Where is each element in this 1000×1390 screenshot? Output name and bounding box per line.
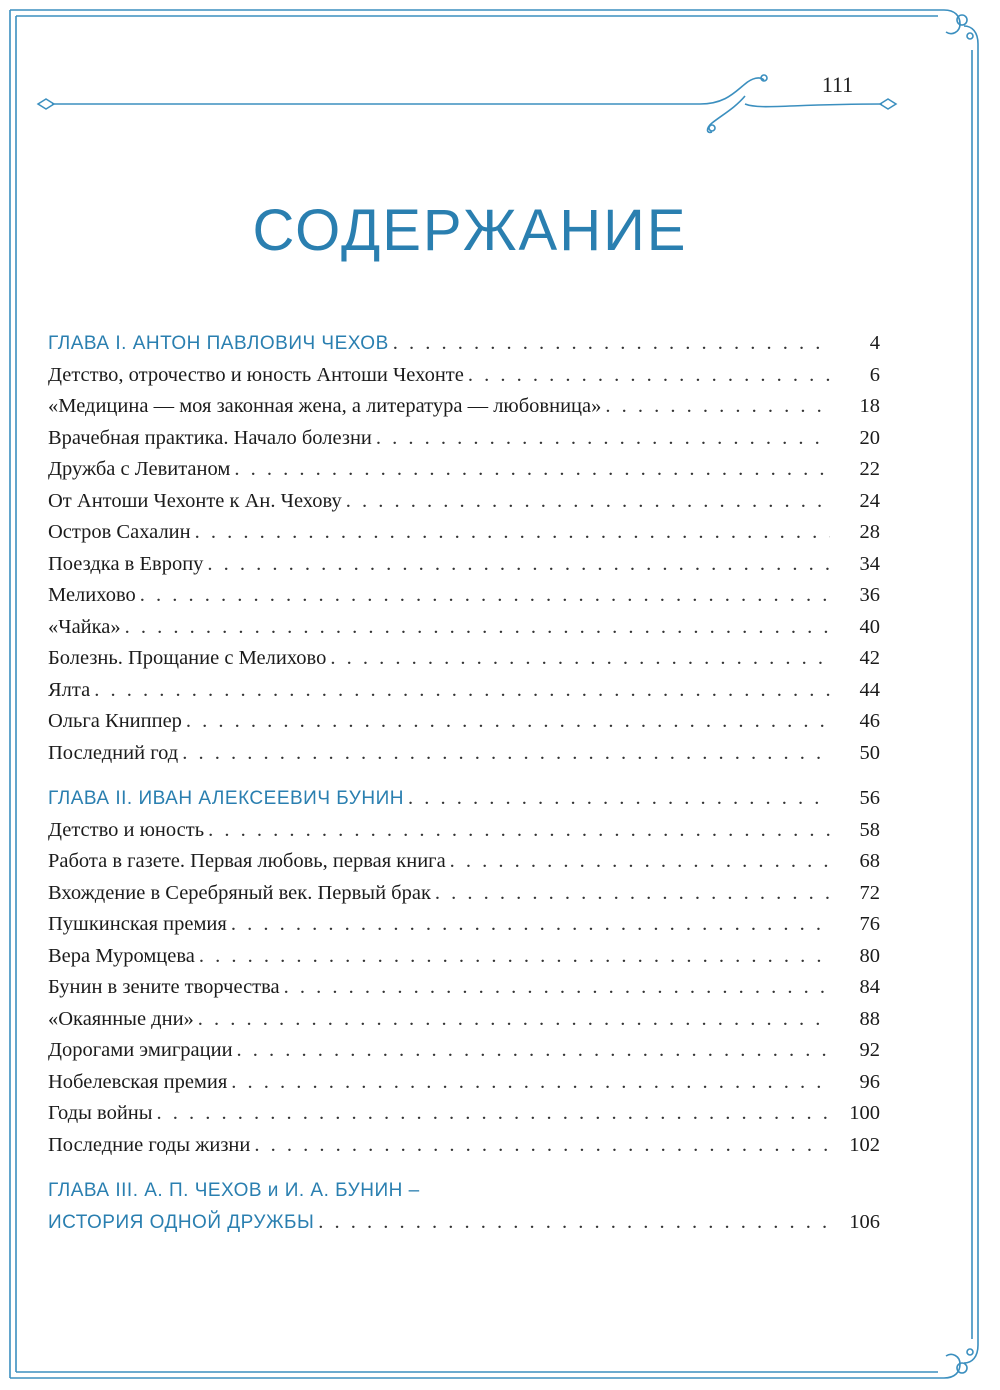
divider-end-left [38, 99, 54, 109]
entry-page-number: 76 [859, 913, 880, 935]
dot-leader [284, 972, 830, 1004]
chapter-title-line-1[interactable]: ГЛАВА III. А. П. ЧЕХОВ и И. А. БУНИН – [48, 1180, 420, 1201]
toc-entry[interactable] [48, 675, 880, 707]
toc-entry[interactable] [48, 454, 880, 486]
entry-page-number: 50 [859, 741, 880, 764]
entry-page-number: 102 [849, 1133, 880, 1156]
page-number: 111 [821, 72, 854, 97]
entry-title: Бунин в зените творчества [48, 976, 280, 998]
entry-title: Мелихово [48, 584, 136, 606]
toc-entry[interactable] [48, 643, 880, 675]
entry-page-number: 58 [859, 818, 880, 841]
chapter-title: ИСТОРИЯ ОДНОЙ ДРУЖБЫ [48, 1211, 315, 1233]
corner-ornament-top-right [944, 10, 978, 44]
entry-page-number: 92 [859, 1039, 880, 1061]
chapter-title: ГЛАВА II. ИВАН АЛЕКСЕЕВИЧ БУНИН [48, 788, 404, 809]
entry-title: Врачебная практика. Начало болезни [48, 426, 372, 449]
entry-page-number: 46 [859, 710, 880, 732]
toc-chapter-heading[interactable] [48, 328, 880, 360]
header-divider [52, 78, 764, 104]
entry-page-number: 6 [869, 363, 880, 386]
toc-section-chapter-1 [48, 328, 880, 769]
dot-leader [376, 423, 830, 455]
toc-entry[interactable] [48, 486, 880, 518]
entry-title: Вхождение в Серебряный век. Первый брак [48, 881, 431, 904]
dot-leader [393, 328, 830, 360]
toc-entry[interactable] [48, 391, 880, 423]
entry-title: Поездка в Европу [48, 552, 204, 575]
toc-entry[interactable] [48, 517, 880, 549]
toc-entry[interactable] [48, 815, 880, 847]
dot-leader [450, 846, 830, 878]
dot-leader [346, 486, 830, 518]
dot-leader [468, 360, 830, 392]
toc-entry[interactable] [48, 1067, 880, 1099]
header-divider-right [745, 104, 882, 107]
entry-page-number: 96 [859, 1070, 880, 1093]
toc-entry[interactable] [48, 549, 880, 581]
entry-page-number: 40 [859, 615, 880, 638]
entry-title: Работа в газете. Первая любовь, первая книга [48, 850, 446, 872]
toc-section-chapter-3 [48, 1175, 880, 1238]
entry-page-number: 28 [859, 521, 880, 543]
toc-chapter-heading[interactable] [48, 783, 880, 815]
entry-page-number: 22 [859, 458, 880, 480]
entry-page-number: 84 [859, 976, 880, 998]
toc-entry[interactable] [48, 738, 880, 770]
entry-page-number: 68 [859, 850, 880, 872]
toc-section-chapter-2 [48, 783, 880, 1161]
toc-entry[interactable] [48, 1130, 880, 1162]
dot-leader [208, 815, 830, 847]
entry-title: Ялта [48, 678, 91, 701]
dot-leader [234, 454, 830, 486]
entry-title: Дорогами эмиграции [48, 1039, 233, 1061]
dot-leader [195, 517, 830, 549]
header-flourish [708, 96, 746, 132]
toc-entry[interactable] [48, 580, 880, 612]
dot-leader [237, 1035, 830, 1067]
chapter-page-number: 106 [849, 1210, 880, 1233]
entry-title: Ольга Книппер [48, 710, 182, 732]
entry-title: Детство, отрочество и юность Антоши Чехонте [48, 363, 464, 386]
entry-title: Пушкинская премия [48, 913, 227, 935]
entry-page-number: 24 [859, 489, 880, 512]
entry-title: «Окаянные дни» [48, 1007, 194, 1030]
dot-leader [207, 549, 830, 581]
entry-page-number: 20 [859, 426, 880, 449]
chapter-page-number: 56 [859, 787, 880, 809]
dot-leader [318, 1207, 830, 1239]
entry-title: Вера Муромцева [48, 944, 195, 967]
dot-leader [231, 909, 830, 941]
toc-entry[interactable] [48, 706, 880, 738]
toc-entry[interactable] [48, 612, 880, 644]
toc-entry[interactable] [48, 1098, 880, 1130]
dot-leader [125, 612, 830, 644]
entry-page-number: 44 [859, 678, 880, 701]
dot-leader [157, 1098, 830, 1130]
entry-title: Последний год [48, 741, 179, 764]
entry-page-number: 42 [859, 647, 880, 669]
dot-leader [198, 1004, 830, 1036]
entry-title: Последние годы жизни [48, 1133, 251, 1156]
divider-end-right [880, 99, 896, 109]
entry-title: Болезнь. Прощание с Мелихово [48, 647, 327, 669]
dot-leader [254, 1130, 830, 1162]
dot-leader [140, 580, 830, 612]
entry-title: «Медицина — моя законная жена, а литература — любовница» [48, 395, 602, 417]
chapter-title: ГЛАВА I. АНТОН ПАВЛОВИЧ ЧЕХОВ [48, 333, 389, 354]
frame-right-line [972, 44, 978, 1345]
dot-leader [330, 643, 830, 675]
dot-leader [408, 783, 830, 815]
entry-page-number: 18 [859, 395, 880, 417]
entry-page-number: 72 [859, 881, 880, 904]
toc-entry[interactable] [48, 878, 880, 910]
toc-entry[interactable] [48, 1004, 880, 1036]
toc-entry[interactable] [48, 972, 880, 1004]
entry-page-number: 34 [859, 552, 880, 575]
entry-page-number: 80 [859, 944, 880, 967]
entry-page-number: 100 [849, 1102, 880, 1124]
entry-title: Нобелевская премия [48, 1070, 228, 1093]
dot-leader [94, 675, 830, 707]
entry-title: Остров Сахалин [48, 521, 191, 543]
dot-leader [182, 738, 830, 770]
dot-leader [231, 1067, 830, 1099]
table-of-contents [48, 328, 880, 1252]
page-title: СОДЕРЖАНИЕ [252, 197, 688, 263]
corner-ornament-bottom-right [944, 1345, 978, 1378]
entry-page-number: 36 [859, 584, 880, 606]
toc-entry[interactable] [48, 846, 880, 878]
dot-leader [199, 941, 830, 973]
entry-title: «Чайка» [48, 615, 121, 638]
entry-title: Детство и юность [48, 818, 205, 841]
chapter-page-number: 4 [869, 332, 880, 354]
entry-title: Дружба с Левитаном [48, 458, 231, 480]
entry-title: Годы войны [48, 1102, 153, 1124]
dot-leader [186, 706, 830, 738]
toc-chapter-heading[interactable] [48, 1207, 880, 1239]
entry-page-number: 88 [859, 1007, 880, 1030]
toc-entry[interactable] [48, 360, 880, 392]
dot-leader [435, 878, 830, 910]
toc-entry[interactable] [48, 941, 880, 973]
toc-entry[interactable] [48, 909, 880, 941]
dot-leader [605, 391, 830, 423]
toc-entry[interactable] [48, 423, 880, 455]
entry-title: От Антоши Чехонте к Ан. Чехову [48, 489, 342, 512]
toc-entry[interactable] [48, 1035, 880, 1067]
